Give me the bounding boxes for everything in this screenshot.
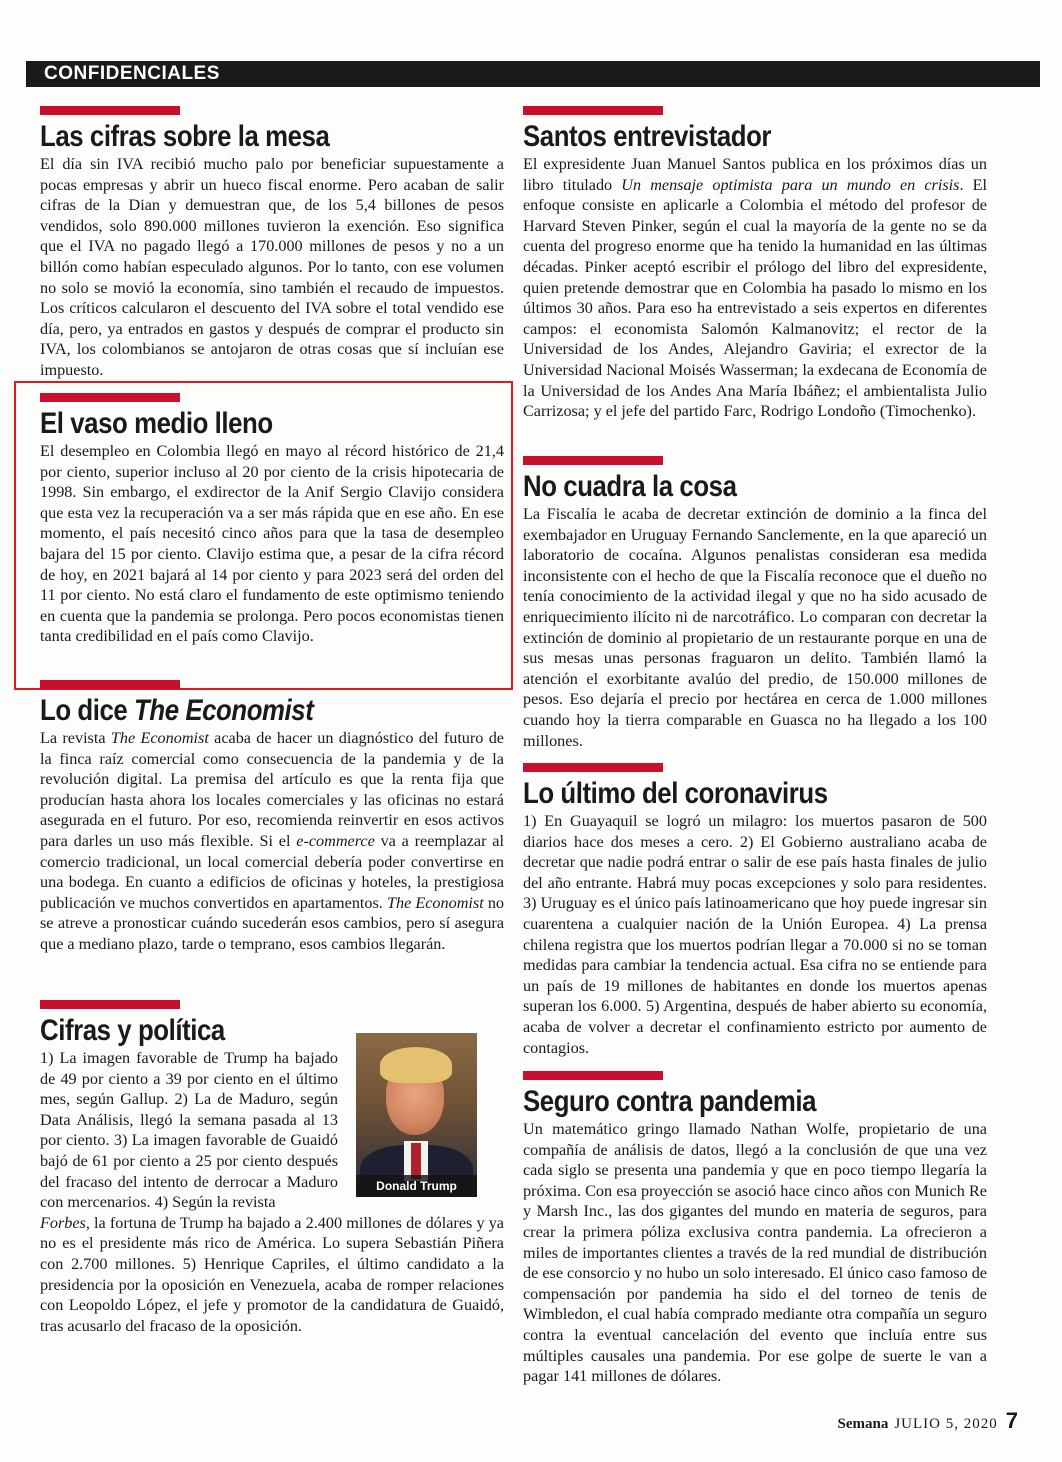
title-prefix: Lo dice xyxy=(40,694,135,727)
article-body xyxy=(523,154,987,422)
body-text: . El enfoque consiste en aplicarle a Colombia el método del profesor de Harvard Steven Pinker, según el cual la mayoría de la gente no se da cuenta del progreso enorme que ha tenido la humanidad en las últimas décadas. Pinker aceptó escribir el prólogo del libro del expresidente, quien pretende demostrar que en Colombia ha pasado lo mismo en los últimos 30 años. Para eso ha entrevistado a seis expertos en diferentes campos: el economista Salomón Kalmanovitz; el rector de la Universidad de los Andes, Alejandro Gaviria; el exrector de la Universidad Nacional Moisés Wasserman; la exdecana de Economía de la Universidad de los Andes Ana María Ibáñez; el ambientalista Julio Carrizosa; y el jefe del partido Farc, Rodrigo Londoño (Timochenko). xyxy=(523,175,987,421)
article-title: Lo último del coronavirus xyxy=(523,777,828,810)
article-body: 1) La imagen favorable de Trump ha bajado de 49 por ciento a 39 por ciento en el último mes, según Gallup. 2) La de Maduro, según Data Análisis, llegó la semana pasada al 13 por ciento. 3) La imagen favorable de Guaidó bajó de 61 por ciento a 25 por ciento después del fracaso del intento de derrocar a Maduro con mercenarios. 4) Según la revista xyxy=(40,1049,338,1212)
article-title xyxy=(40,695,439,727)
article-title: Cifras y política xyxy=(40,1014,225,1047)
article-santos xyxy=(523,106,987,422)
body-text: acaba de hacer un diagnóstico del futuro de la finca raíz comercial como consecuencia de la pandemia y de la revolución digital. La premisa del artículo es que la renta fija que producían hasta ahora los locales comerciales y las oficinas no estará asegurada en el futuro. Por eso, recomienda reinvertir en esos activos para darles un uso más flexible. Si el xyxy=(40,729,504,850)
body-text: El expresidente Juan Manuel Santos publica en los próximos días un libro titulado xyxy=(523,155,987,194)
page-footer xyxy=(837,1408,1018,1434)
accent-bar xyxy=(40,1000,180,1009)
section-header xyxy=(26,61,1040,87)
trump-photo xyxy=(356,1033,477,1197)
article-cifras-mesa xyxy=(40,106,504,381)
article-body xyxy=(40,728,504,955)
title-italic: The Economist xyxy=(134,694,314,727)
body-italic: The Economist xyxy=(386,893,484,912)
body-italic: Forbes xyxy=(40,1213,86,1232)
article-body: 1) En Guayaquil se logró un milagro: los muertos pasaron de 500 diarios hace dos meses a cero. 2) El Gobierno australiano acaba de decretar que nadie podrá entrar o salir de ese país hasta finales de julio del año entrante. Habrá muy pocas excepciones y solo para residentes. 3) Uruguay es el único país latinoamericano que hoy puede ingresar sin cuarentena a cualquier nación de la Unión Europea. 4) La prensa chilena registra que los muertos podrían llegar a 70.000 si no se toman medidas para cambiar la tendencia actual. Esa cifra no se entiende para un país de 19 millones de habitantes en donde los muertos apenas superan los 6.000. 5) Argentina, después de haber abierto su economía, acaba de volver a decretar el confinamiento estricto por aumento de contagios. xyxy=(523,812,987,1057)
article-no-cuadra xyxy=(523,456,987,751)
body-text: no se atreve a pronosticar cuándo sucederán esos cambios, pero sí asegura que a mediano plazo, tarde o temprano, esos cambios llegarán. xyxy=(40,893,505,953)
article-body: La Fiscalía le acaba de decretar extinción de dominio a la finca del exembajador en Uruguay Fernando Sanclemente, en la que apareció un laboratorio de cocaína. Algunos penalistas consideran esa medida inconsistente con el hecho de que la Fiscalía reconoce que el dueño no tenía conocimiento de la actividad ilegal y que no ha sido acusado de enriquecimiento ilícito ni de narcotráfico. Lo comparan con decretar la extinción de dominio al propietario de un restaurante porque en una de sus mesas unas personas fraguaron un delito. También llamó la atención el exorbitante avalúo del predio, de 150.000 millones de pesos. Eso dejaría el precio por hectárea en cerca de 1.000 millones cuando hoy la tierra comparable en Guasca no ha llegado a los 100 millones. xyxy=(523,505,987,750)
accent-bar xyxy=(523,106,663,115)
article-title: Las cifras sobre la mesa xyxy=(40,120,330,153)
article-seguro xyxy=(523,1071,987,1387)
accent-bar xyxy=(523,763,663,772)
article-body-continued xyxy=(40,1213,504,1337)
magazine-name: Semana xyxy=(837,1416,889,1432)
body-text: , la fortuna de Trump ha bajado a 2.400 millones de dólares y ya no es el presidente más rico de América. Lo supera Sebastián Piñera con 2.700 millones. 5) Henrique Capriles, el último candidato a la presidencia por la oposición en Venezuela, acaba de romper relaciones con Leopoldo López, el jefe y promotor de la candidatura de Guaidó, tras acusarlo del fracaso de la oposición. xyxy=(40,1213,504,1335)
article-economist xyxy=(40,680,504,955)
highlight-box xyxy=(14,381,513,690)
body-italic: The Economist xyxy=(110,729,209,747)
accent-bar xyxy=(523,456,663,465)
accent-bar xyxy=(40,106,180,115)
page-number: 7 xyxy=(1005,1408,1018,1433)
photo-hair xyxy=(380,1047,452,1083)
article-coronavirus xyxy=(523,763,987,1058)
article-body: Un matemático gringo llamado Nathan Wolfe, propietario de una compañía de análisis de datos, llegó a la conclusión de que una vez cada siglo se presenta una pandemia y que en poco tiempo llegaría la próxima. Con esa proyección se asoció hace cinco años con Munich Re y Marsh Inc., las dos gigantes del mundo en materia de seguros, para crear la primera póliza exclusiva contra pandemia. La ofrecieron a miles de importantes clientes a través de la red mundial de distribución de ese consorcio y no hubo un solo interesado. El único caso famoso de compensación por pandemia ha sido el del torneo de tenis de Wimbledon, el cual había comprado mediante otra compañía un seguro contra la eventual cancelación del evento que incluía entre sus múltiples causales una pandemia. Por ese golpe de suerte le van a pagar 141 millones de dólares. xyxy=(523,1120,987,1386)
article-title: No cuadra la cosa xyxy=(523,470,737,503)
body-text: va a reemplazar al comercio tradicional, un local comercial debería poder convertirse en una bodega. En cuanto a edificios de oficinas y hoteles, la prestigiosa publicación ve muchos convertidos en apartamentos. xyxy=(40,831,504,912)
article-title: Seguro contra pandemia xyxy=(523,1085,817,1118)
article-title: El vaso medio lleno xyxy=(40,407,273,440)
article-body: El día sin IVA recibió mucho palo por beneficiar supuestamente a pocas empresas y abrir un hueco fiscal enorme. Pero acaban de salir cifras de la Dian y demuestran que, de los 5,4 billones de pesos vendidos, solo 890.000 millones tuvieron la exención. Eso significa que el IVA no pagado llegó a 170.000 millones de pesos y no a un billón como habían especulado algunos. Por lo tanto, con ese volumen no solo se movió la economía, sino también el recaudo de impuestos. Los críticos calcularon el descuento del IVA sobre el total vendido ese día, pero, ya entrados en gastos y después de comprar el producto sin IVA, los colombianos se antojaron de otras cosas que sí incluían ese impuesto. xyxy=(40,155,504,379)
photo-caption: Donald Trump xyxy=(356,1175,477,1197)
accent-bar xyxy=(523,1071,663,1080)
accent-bar xyxy=(40,680,180,689)
section-label: CONFIDENCIALES xyxy=(44,63,220,84)
body-text: La revista xyxy=(40,729,111,747)
article-body: El desempleo en Colombia llegó en mayo al récord histórico de 21,4 por ciento, superior incluso al 20 por ciento de la crisis hipotecaria de 1998. Sin embargo, el exdirector de la Anif Sergio Clavijo considera que esta vez la recuperación va a ser más rápida que en ese año. En ese momento, el país necesitó cinco años para que la tasa de desempleo bajara del 15 por ciento. Clavijo estima que, a pesar de la cifra récord de hoy, en 2021 bajará al 14 por ciento y para 2023 será del orden del 11 por ciento. No está claro el fundamento de este optimismo teniendo en cuenta que la pandemia se prolonga. Pero pocos economistas tienen tanta credibilidad en el país como Clavijo. xyxy=(40,442,504,646)
body-italic: e-commerce xyxy=(296,831,375,850)
body-italic: Un mensaje optimista para un mundo en crisis xyxy=(621,175,960,194)
issue-date: JULIO 5, 2020 xyxy=(894,1416,998,1432)
photo-tie xyxy=(411,1143,421,1179)
article-title: Santos entrevistador xyxy=(523,120,772,153)
